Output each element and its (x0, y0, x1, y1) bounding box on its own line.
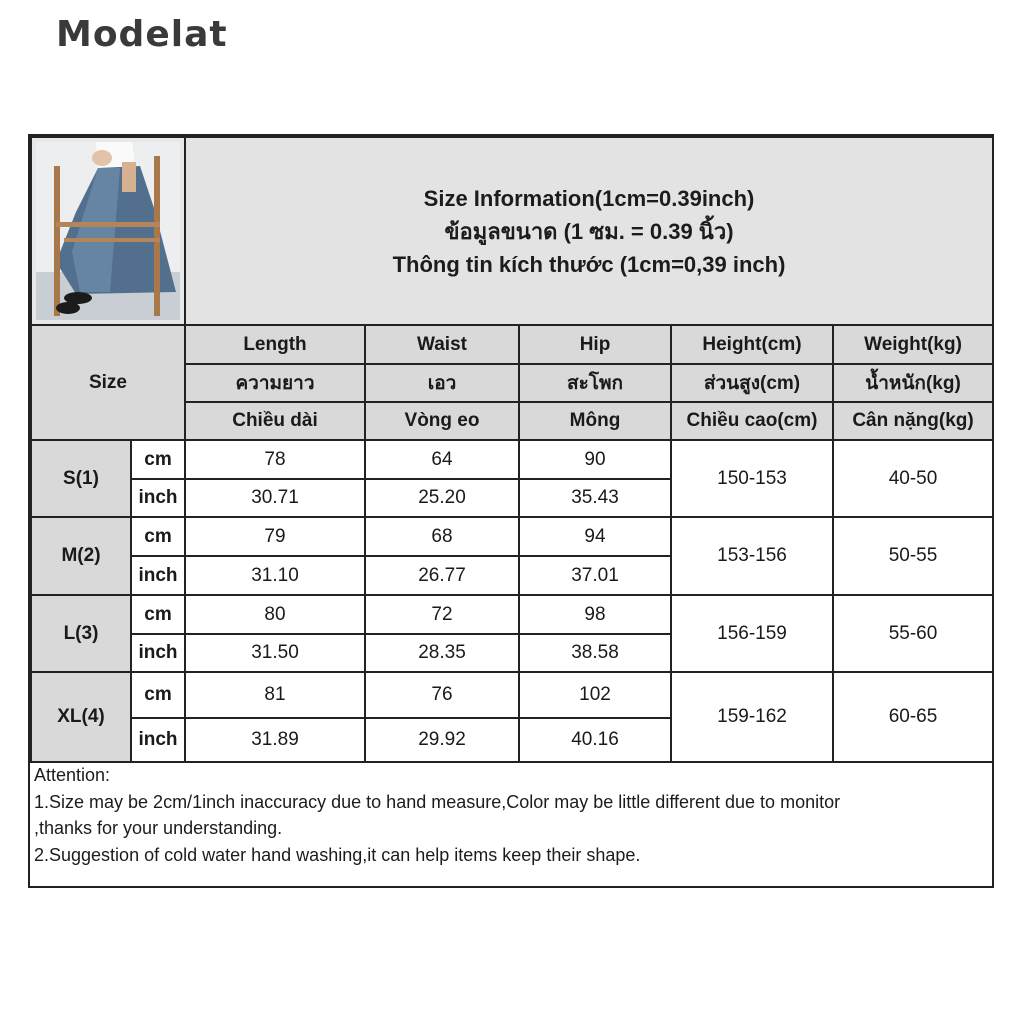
cell-height: 156-159 (671, 595, 833, 672)
size-column-header: Size (31, 325, 185, 440)
col-weight-th: น้ำหนัก(kg) (833, 364, 993, 402)
table-row (31, 517, 993, 556)
col-hip-vi: Mông (519, 402, 671, 440)
attention-title: Attention: (34, 765, 111, 785)
cell-hip-inch: 40.16 (519, 718, 671, 762)
cell-waist-cm: 76 (365, 672, 519, 718)
col-height-vi: Chiều cao(cm) (671, 402, 833, 440)
cell-length-inch: 31.89 (185, 718, 365, 762)
cell-weight: 60-65 (833, 672, 993, 762)
unit-cm: cm (131, 595, 185, 634)
col-weight-en: Weight(kg) (833, 325, 993, 364)
cell-length-inch: 30.71 (185, 479, 365, 517)
size-label-m: M(2) (31, 517, 131, 595)
cell-length-cm: 81 (185, 672, 365, 718)
cell-weight: 40-50 (833, 440, 993, 517)
brand-logo-text: Modelat (56, 14, 228, 55)
product-photo (36, 142, 180, 320)
title-vietnamese: Thông tin kích thước (1cm=0,39 inch) (392, 251, 786, 277)
product-photo-cell (31, 137, 185, 325)
unit-cm: cm (131, 440, 185, 479)
unit-inch: inch (131, 634, 185, 672)
col-waist-en: Waist (365, 325, 519, 364)
cell-weight: 50-55 (833, 517, 993, 595)
title-thai: ข้อมูลขนาด (1 ซม. = 0.39 นิ้ว) (444, 218, 734, 244)
unit-inch: inch (131, 479, 185, 517)
cell-hip-inch: 37.01 (519, 556, 671, 595)
cell-waist-cm: 64 (365, 440, 519, 479)
table-row (31, 595, 993, 634)
cell-height: 153-156 (671, 517, 833, 595)
size-chart (28, 134, 994, 888)
attention-line-1: 1.Size may be 2cm/1inch inaccuracy due to hand measure,Color may be little different due to monitor (34, 791, 841, 812)
cell-waist-inch: 25.20 (365, 479, 519, 517)
col-weight-vi: Cân nặng(kg) (833, 402, 993, 440)
col-hip-en: Hip (519, 325, 671, 364)
title-english: Size Information(1cm=0.39inch) (423, 185, 755, 211)
cell-hip-cm: 102 (519, 672, 671, 718)
cell-waist-inch: 28.35 (365, 634, 519, 672)
cell-height: 150-153 (671, 440, 833, 517)
attention-notes (34, 762, 840, 868)
col-height-th: ส่วนสูง(cm) (671, 364, 833, 402)
cell-length-inch: 31.10 (185, 556, 365, 595)
cell-height: 159-162 (671, 672, 833, 762)
cell-length-inch: 31.50 (185, 634, 365, 672)
table-row (31, 440, 993, 479)
unit-inch: inch (131, 556, 185, 595)
col-waist-th: เอว (365, 364, 519, 402)
size-info-title (185, 137, 993, 325)
cell-waist-cm: 72 (365, 595, 519, 634)
col-height-en: Height(cm) (671, 325, 833, 364)
cell-length-cm: 79 (185, 517, 365, 556)
cell-hip-inch: 35.43 (519, 479, 671, 517)
col-length-vi: Chiều dài (185, 402, 365, 440)
cell-waist-inch: 26.77 (365, 556, 519, 595)
cell-weight: 55-60 (833, 595, 993, 672)
cell-hip-inch: 38.58 (519, 634, 671, 672)
unit-inch: inch (131, 718, 185, 762)
col-hip-th: สะโพก (519, 364, 671, 402)
table-row (31, 672, 993, 718)
unit-cm: cm (131, 672, 185, 718)
col-waist-vi: Vòng eo (365, 402, 519, 440)
attention-line-2: 2.Suggestion of cold water hand washing,it can help items keep their shape. (34, 844, 641, 865)
cell-waist-inch: 29.92 (365, 718, 519, 762)
cell-hip-cm: 94 (519, 517, 671, 556)
col-length-th: ความยาว (185, 364, 365, 402)
cell-length-cm: 80 (185, 595, 365, 634)
size-label-s: S(1) (31, 440, 131, 517)
product-photo-image (36, 142, 180, 320)
col-length-en: Length (185, 325, 365, 364)
size-table (30, 136, 994, 763)
size-label-xl: XL(4) (31, 672, 131, 762)
cell-hip-cm: 90 (519, 440, 671, 479)
cell-hip-cm: 98 (519, 595, 671, 634)
attention-line-1-cont: ,thanks for your understanding. (34, 818, 283, 838)
size-label-l: L(3) (31, 595, 131, 672)
cell-waist-cm: 68 (365, 517, 519, 556)
cell-length-cm: 78 (185, 440, 365, 479)
unit-cm: cm (131, 517, 185, 556)
